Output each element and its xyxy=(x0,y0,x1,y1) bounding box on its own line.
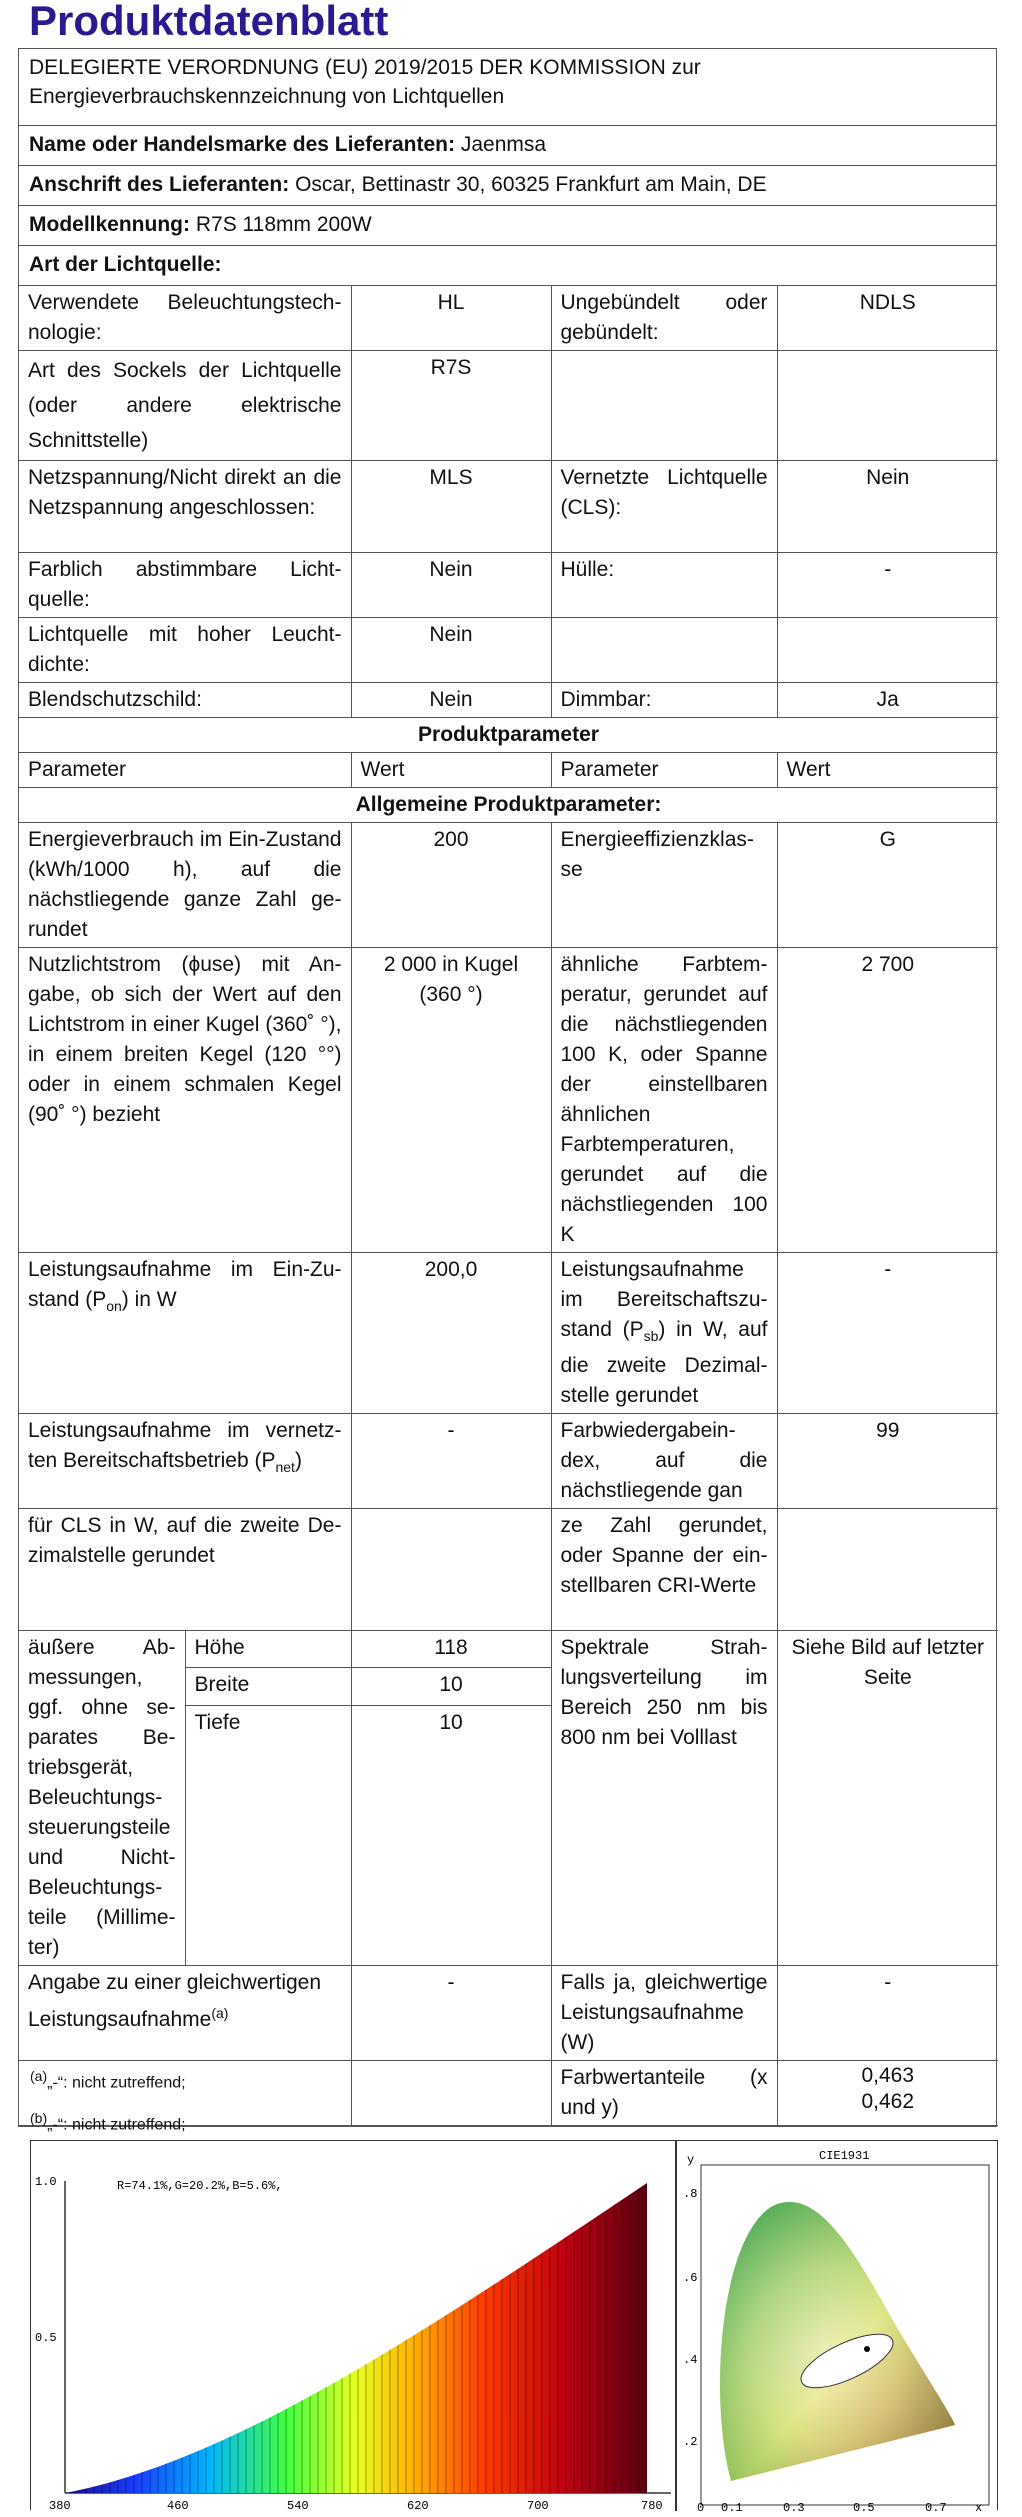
depth-label: Tiefe xyxy=(185,1705,351,1966)
glare-value: Nein xyxy=(351,683,551,718)
col-value-header: Wert xyxy=(351,753,551,788)
pnet-label-continued: für CLS in W, auf die zweite Dezimalstelle gerundet xyxy=(19,1509,351,1631)
cie-x-tick: x xyxy=(975,2501,983,2511)
empty-cell xyxy=(777,618,998,683)
general-heading: Allgemeine Produktparameter: xyxy=(19,788,998,823)
cie-y-tick: .6 xyxy=(683,2271,698,2285)
chromaticity-point xyxy=(864,2346,870,2352)
spd-label: Spektrale Strahlungsverteilung im Bereich 250 nm bis 800 nm bei Volllast xyxy=(551,1631,777,1966)
cie-y-tick: .2 xyxy=(683,2435,698,2449)
hlum-label: Lichtquelle mit hoher Leuchtdichte: xyxy=(19,618,351,683)
cri-value: 99 xyxy=(777,1414,998,1509)
cie-x-tick: 0.7 xyxy=(925,2501,947,2511)
tech-label: Verwendete Beleuchtungstechnologie: xyxy=(19,286,351,351)
cie-x-tick: 0 xyxy=(697,2501,705,2511)
cie-y-axis-label: y xyxy=(687,2153,695,2167)
datasheet xyxy=(18,48,997,2127)
cie-y-tick: .8 xyxy=(683,2187,698,2201)
regulation-text: DELEGIERTE VERORDNUNG (EU) 2019/2015 DER KOMMISSION zur Energieverbrauchskennzeichnung von Lichtquellen xyxy=(19,49,996,126)
dimmable-label: Dimmbar: xyxy=(551,683,777,718)
cct-label: ähnliche Farbtemperatur, gerundet auf die nächstliegenden 100 K, oder Spanne der einstellbaren ähnlichen Farbtemperaturen, gerundet auf die nächstliegenden 100 K xyxy=(551,948,777,1253)
spectrum-figure xyxy=(30,2140,998,2510)
supplier-name: Jaenmsa xyxy=(460,133,547,156)
empty-cell xyxy=(551,618,777,683)
type-table xyxy=(19,286,998,1631)
cap-label: Art des Sockels der Lichtquelle (oder andere elektrische Schnittstelle) xyxy=(19,351,351,461)
footnotes xyxy=(30,2066,186,2151)
cri-label-continued: ze Zahl gerundet, oder Spanne der einstellbaren CRI-Werte xyxy=(551,1509,777,1631)
equivw-label: Falls ja, gleichwertige Leistungsaufnahme (W) xyxy=(551,1966,777,2061)
envelope-value: - xyxy=(777,553,998,618)
empty-cell xyxy=(351,2061,551,2126)
model-row xyxy=(19,206,996,246)
energy-value: 200 xyxy=(351,823,551,948)
energy-label: Energieverbrauch im Ein-Zustand (kWh/1000 h), auf die nächstliegende ganze Zahl gerundet xyxy=(19,823,351,948)
class-value: G xyxy=(777,823,998,948)
x-tick: 780 xyxy=(641,2499,663,2511)
focus-value: NDLS xyxy=(777,286,998,351)
cie-title: CIE1931 xyxy=(819,2149,870,2163)
x-tick: 460 xyxy=(167,2499,189,2511)
supplier-address-row xyxy=(19,166,996,206)
pon-value: 200,0 xyxy=(351,1253,551,1414)
cie-x-tick: 0.3 xyxy=(783,2501,805,2511)
tunable-value: Nein xyxy=(351,553,551,618)
width-value: 10 xyxy=(351,1668,551,1705)
x-tick: 700 xyxy=(527,2499,549,2511)
height-label: Höhe xyxy=(185,1631,351,1668)
spectrum-chart xyxy=(31,2141,677,2511)
dimmable-value: Ja xyxy=(777,683,998,718)
footnote-a: $^{(a)}$„-“: nicht zutreffend; xyxy=(30,2068,186,2092)
cct-value: 2 700 xyxy=(777,948,998,1253)
chroma-label: Farbwertanteile (x und y) xyxy=(551,2061,777,2126)
height-value: 118 xyxy=(351,1631,551,1668)
cap-value: R7S xyxy=(351,351,551,461)
tunable-label: Farblich abstimmbare Lichtquelle: xyxy=(19,553,351,618)
mains-label: Netzspannung/Nicht direkt an die Netzspannung angeschlossen: xyxy=(19,461,351,553)
chroma-y: 0,462 xyxy=(861,2090,915,2114)
empty-cell xyxy=(551,351,777,461)
y-tick: 0.5 xyxy=(35,2331,57,2345)
y-tick: 1.0 xyxy=(35,2175,57,2189)
pnet-label: Leistungsaufnahme im vernetzten Bereitschaftsbetrieb $(P_{net})$ xyxy=(19,1414,351,1509)
cri-label: Farbwiedergabeindex, auf die nächstliegende gan xyxy=(551,1414,777,1509)
col-param-header: Parameter xyxy=(551,753,777,788)
psb-value: - xyxy=(777,1253,998,1414)
equiv-value: - xyxy=(351,1966,551,2061)
empty-cell xyxy=(777,351,998,461)
flux-value: 2 000 in Kugel (360 °) xyxy=(351,948,551,1253)
spectrum-bars xyxy=(65,2183,647,2493)
type-heading: Art der Lichtquelle: xyxy=(19,246,996,286)
cie-y-tick: .4 xyxy=(683,2353,698,2367)
col-param-header: Parameter xyxy=(19,753,351,788)
cls-value: Nein xyxy=(777,461,998,553)
flux-label: Nutzlichtstrom (ϕuse) mit Angabe, ob sich der Wert auf den Lichtstrom in einer Kugel (360˚ °), in einem breiten Kegel (120 °°) oder in einem schmalen Kegel (90˚ °) bezieht xyxy=(19,948,351,1253)
cie-x-tick: 0.1 xyxy=(721,2501,743,2511)
spd-value: Siehe Bild auf letzter Seite xyxy=(777,1631,998,1966)
x-tick: 380 xyxy=(49,2499,71,2511)
x-tick: 620 xyxy=(407,2499,429,2511)
empty-cell xyxy=(351,1509,551,1631)
col-value-header: Wert xyxy=(777,753,998,788)
supplier-name-row xyxy=(19,126,996,166)
psb-label: Leistungsaufnahme im Bereitschaftszustand $(P_{sb})$ in W, auf die zweite Dezimalstelle gerundet xyxy=(551,1253,777,1414)
hlum-value: Nein xyxy=(351,618,551,683)
cie-svg xyxy=(679,2141,997,2511)
cie-chart xyxy=(679,2141,997,2511)
width-label: Breite xyxy=(185,1668,351,1705)
envelope-label: Hülle: xyxy=(551,553,777,618)
spectrum-svg xyxy=(31,2141,675,2511)
page-title: Produktdatenblatt xyxy=(29,0,389,44)
depth-value: 10 xyxy=(351,1705,551,1966)
cie-x-tick: 0.5 xyxy=(853,2501,875,2511)
pnet-value: - xyxy=(351,1414,551,1509)
equivw-value: - xyxy=(777,1966,998,2061)
footnote-b: $^{(b)}$„-“: nicht zutreffend; xyxy=(30,2110,186,2134)
chroma-x: 0,463 xyxy=(861,2064,915,2088)
spectrum-annotation: R=74.1%,G=20.2%,B=5.6%, xyxy=(117,2179,283,2193)
product-params-heading: Produktparameter xyxy=(19,718,998,753)
equiv-label: Angabe zu einer gleichwertigen Leistungsaufnahme$^{(a)}$ xyxy=(19,1966,351,2061)
mains-value: MLS xyxy=(351,461,551,553)
cls-label: Vernetzte Lichtquelle (CLS): xyxy=(551,461,777,553)
supplier-name-label: Name oder Handelsmarke des Lieferanten: xyxy=(29,133,455,156)
chroma-value xyxy=(777,2061,998,2126)
dims-label: äußere Abmessungen, ggf. ohne separates Betriebsgerät, Beleuchtungssteuerungsteile und Nicht-Beleuchtungsteile (Millimeter) xyxy=(19,1631,185,1966)
empty-cell xyxy=(777,1509,998,1631)
dimensions-table xyxy=(19,1631,998,2126)
focus-label: Ungebündelt oder gebündelt: xyxy=(551,286,777,351)
model-value: R7S 118mm 200W xyxy=(195,213,372,236)
model-label: Modellkennung: xyxy=(29,213,190,236)
pon-label: Leistungsaufnahme im Ein-Zustand $(P_{on})$ in W xyxy=(19,1253,351,1414)
supplier-address: Oscar, Bettinastr 30, 60325 Frankfurt am Main, DE xyxy=(295,173,767,196)
class-label: Energieeffizienzklasse xyxy=(551,823,777,948)
x-tick: 540 xyxy=(287,2499,309,2511)
supplier-address-label: Anschrift des Lieferanten: xyxy=(29,173,290,196)
glare-label: Blendschutzschild: xyxy=(19,683,351,718)
tech-value: HL xyxy=(351,286,551,351)
